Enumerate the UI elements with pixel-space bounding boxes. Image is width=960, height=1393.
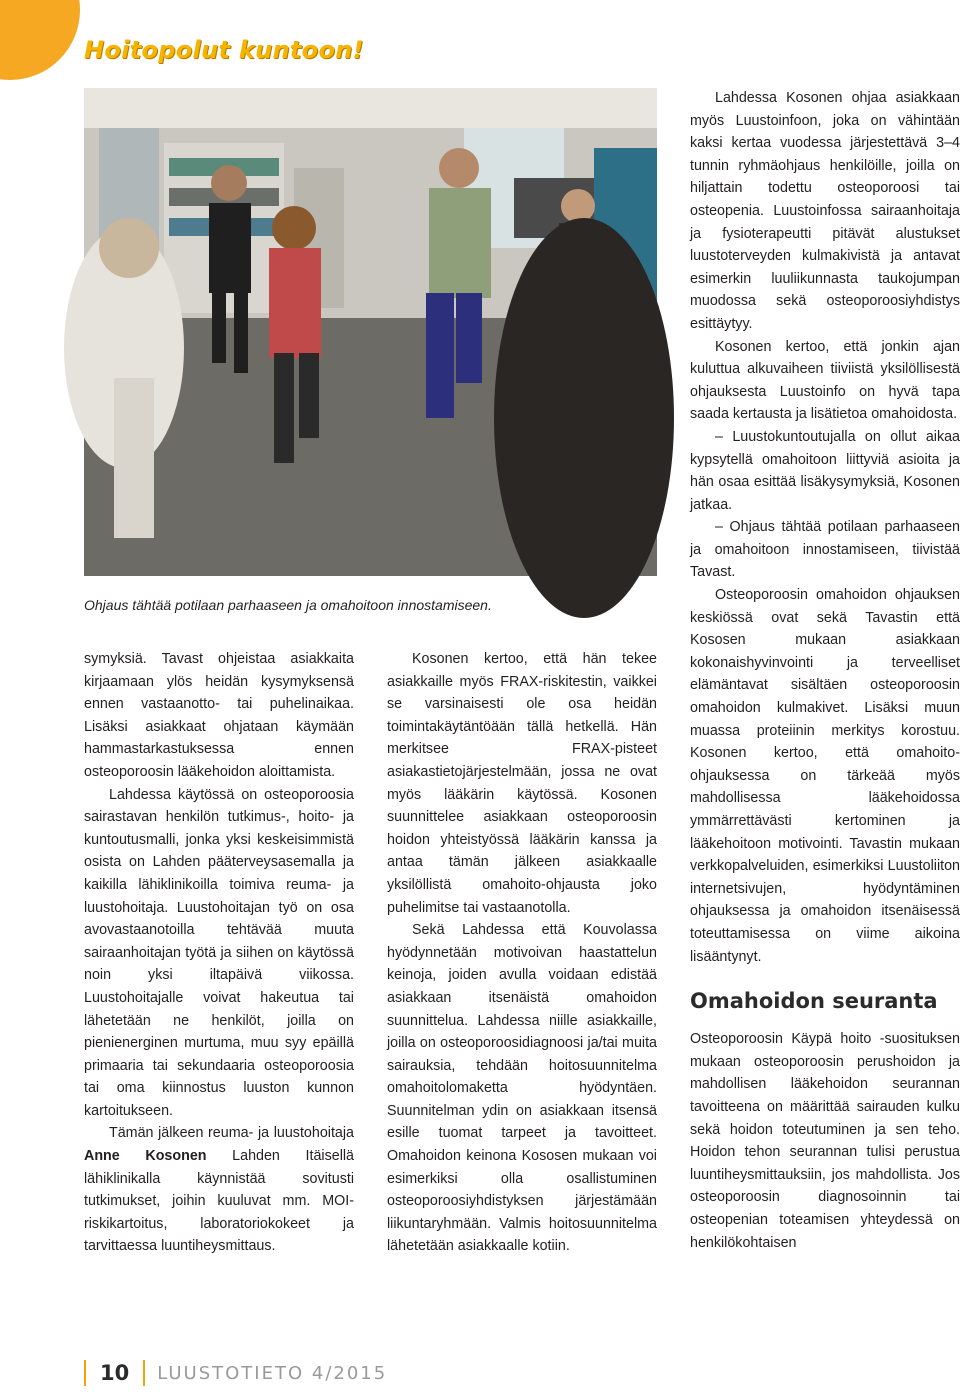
subheading: Omahoidon seuranta [690, 989, 938, 1014]
right-paragraph-5: Osteoporoosin omahoidon ohjauksen keskiössä ovat sekä Tavastin että Kososen mukaan asiakkaan kokonaishyvinvointi ja terveelliset elämäntavat sisältäen osteoporoosin omahoidon kulmakivet. Lisäksi muun muassa proteiinin merkitys korostuu. Kosonen kertoo, että omahoito-ohjauksessa on tärkeää myös mahdollisessa lääkehoidossa ymmärrettävästi kertominen ja lääkehoitoon motivointi. Tavastin mukaan verkkopalveluiden, esimerkiksi Luustoliiton internetsivujen, hyödyntäminen ohjauksessa ja omahoidon itsenäisessä toteuttamisessa on viime aikoina lisääntynyt. [690, 587, 960, 965]
middle-column [387, 648, 657, 1258]
person-name: Anne Kosonen [84, 1148, 207, 1165]
left-paragraph-1: symyksiä. Tavast ohjeistaa asiakkaita kirjaamaan ylös heidän kysymyksensä ennen vastaanotto- tai puhelinaikaa. Lisäksi asiakkaat ohjataan käymään hammastarkastuksessa ennen osteoporoosin lääkehoidon aloittamista. [84, 651, 354, 780]
section-title: Hoitopolut kuntoon! [84, 36, 364, 64]
photo-caption: Ohjaus tähtää potilaan parhaaseen ja omahoitoon innostamiseen. [84, 597, 492, 613]
photo-illustration [84, 88, 657, 576]
page-number: 10 [100, 1361, 130, 1385]
page-footer [84, 1358, 387, 1388]
left-column [84, 648, 354, 1258]
left-paragraph-3-end: Lahden Itäisellä lähiklinikalla käynnistää sovitusti tutkimukset, joihin kuuluvat mm. MOI-riskikartoitus, laboratoriokokeet ja tarvittaessa luuntiheysmittaus. [84, 1148, 354, 1255]
right-column [690, 87, 960, 1254]
right-paragraph-3: – Luustokuntoutujalla on ollut aikaa kypsytellä omahoitoon liittyviä asioita ja hän osaa esittää lisäkysymyksiä, Kosonen jatkaa. [690, 428, 960, 513]
magazine-name: LUUSTOTIETO 4/2015 [157, 1362, 388, 1384]
mid-paragraph-1: Kosonen kertoo, että hän tekee asiakkaille myös FRAX-riskitestin, vaikkei se varsinaisesti ole osa heidän toimintakäytäntöään tällä hetkellä. Hän merkitsee FRAX-pisteet asiakastietojärjestelmään, jossa ne ovat myös lääkärin käytössä. Kosonen suunnittelee asiakkaan osteoporoosin hoidon yhteistyössä lääkärin kanssa ja antaa tämän jälkeen asiakkaalle yksilöllistä omahoito-ohjausta joko puhelimitse tai vastaanotolla. [387, 651, 657, 916]
mid-paragraph-2: Sekä Lahdessa että Kouvolassa hyödynnetään motivoivan haastattelun keinoja, joiden avulla voidaan edistää asiakkaan itsenäistä omahoidon suunnittelua. Lahdessa niille asiakkaille, joilla on osteoporoosidiagnoosi ja/tai muita sairauksia, tehdään hoitosuunnitelma omahoitolomaketta hyödyntäen. Suunnitelman ydin on asiakkaan itsensä esille tuomat tarpeet ja tavoitteet. Omahoidon keinona Kososen mukaan voi esimerkiksi olla osallistuminen osteoporoosiyhdistyksen järjestämään liikuntaryhmään. Valmis hoitosuunnitelma lähetetään asiakkaalle kotiin. [387, 922, 657, 1255]
footer-bar-right [143, 1360, 145, 1386]
right-paragraph-2: Kosonen kertoo, että jonkin ajan kuluttua alkuvaiheen tiiviistä yksilöllisestä ohjauksesta Luustoinfo on hyvä tapa saada kertausta ja lisätietoa omahoidosta. [690, 338, 960, 423]
corner-decoration [0, 0, 80, 80]
right-paragraph-6: Osteoporoosin Käypä hoito -suosituksen mukaan osteoporoosin perushoidon ja mahdollisen lääkehoidon seurannan tavoitteena on määrittää sairauden kulku sekä hoidon toteutuminen ja sen teho. Hoidon tehon seurannan tulisi perustua luuntiheysmittauksiin, jos mahdollista. Jos osteoporoosin diagnosoinnin tai osteopenian toteamisen yhteydessä on henkilökohtaisen [690, 1031, 960, 1251]
right-paragraph-1: Lahdessa Kosonen ohjaa asiakkaan myös Luustoinfoon, joka on vähintään kaksi kertaa vuodessa järjestettävä 3–4 tunnin ryhmäohjaus henkilöille, joilla on hiljattain todettu osteoporoosi tai osteopenia. Luustoinfossa sairaanhoitaja ja fysioterapeutti pitävät alustukset luustoterveyden kulmakivistä ja antavat esimerkin luuliikunnasta taukojumpan muodossa sekä osteoporoosiyhdistys esittäytyy. [690, 90, 960, 332]
footer-bar-left [84, 1360, 86, 1386]
left-paragraph-3-start: Tämän jälkeen reuma- ja luustohoitaja [109, 1125, 354, 1142]
left-paragraph-2: Lahdessa käytössä on osteoporoosia sairastavan henkilön tutkimus-, hoito- ja kuntoutusmalli, jonka yksi keskeisimmistä osista on Lahden pääterveysasemalla ja kaikilla lähiklinikoilla toimiva reuma- ja luustohoitaja. Luustohoitajan työ on osa avovastaanotoilla tehtävää muuta sairaanhoitajan työtä ja siihen on käytössä noin yksi iltapäivä viikossa. Luustohoitajalle voivat hakeutua tai lähetetään ne henkilöt, joilla on pienienerginen murtuma, muu syy epäillä primaaria tai sekundaaria osteoporoosia tai oma kiinnostus luuston kunnon kartoitukseen. [84, 786, 354, 1119]
left-paragraph-3 [84, 1122, 354, 1258]
right-paragraph-4: – Ohjaus tähtää potilaan parhaaseen ja omahoitoon innostamiseen, tiivistää Tavast. [690, 519, 960, 581]
photo-credit: Kuva: Pauliina Tamminen [701, 538, 712, 651]
